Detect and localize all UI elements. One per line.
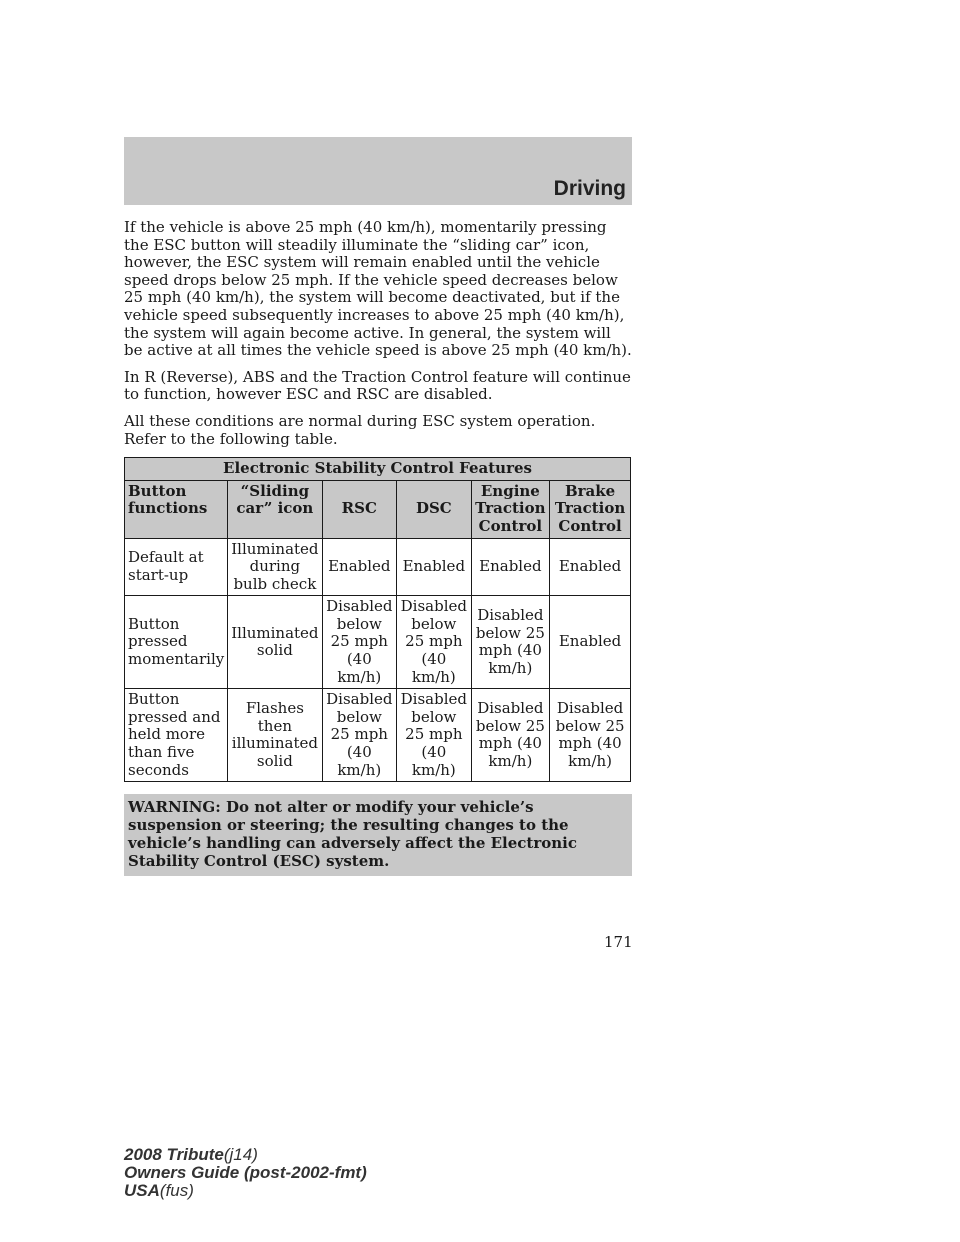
paragraph-normal-conditions: All these conditions are normal during ESC system operation. Refer to the following table. — [124, 411, 596, 448]
table-cell: Disabled below 25 mph (40 km/h) — [322, 689, 397, 782]
table-cell: Enabled — [550, 538, 631, 596]
table-cell: Illuminated solid — [228, 596, 322, 689]
footer-model-code: (j14) — [223, 1145, 258, 1164]
paragraph-esc-speed: If the vehicle is above 25 mph (40 km/h), momentarily pressing the ESC button will steadily illuminate the “sliding car” icon, however, the ESC system will remain enabled until the vehicle speed drops below 25 mph. If the vehicle speed decreases below 25 mph (40 km/h), the system will become deactivated, but if the vehicle speed subsequently increases to above 25 mph (40 km/h), the system will again become active. In general, the system will be active at all times the vehicle speed is above 25 mph (40 km/h). — [124, 218, 632, 360]
table-row — [125, 596, 631, 689]
page-number: 171 — [604, 933, 633, 951]
paragraph-reverse: In R (Reverse), ABS and the Traction Control feature will continue to function, however ESC and RSC are disabled. — [124, 367, 631, 404]
header-engine-traction-control: Engine Traction Control — [471, 480, 550, 538]
table-cell: Disabled below 25 mph (40 km/h) — [471, 596, 550, 689]
table-cell: Disabled below 25 mph (40 km/h) — [322, 596, 397, 689]
table-cell: Enabled — [471, 538, 550, 596]
table-cell: Button pressed and held more than five seconds — [125, 689, 228, 782]
warning-box: WARNING: Do not alter or modify your vehicle’s suspension or steering; the resulting changes to the vehicle’s handling can adversely affect the Electronic Stability Control (ESC) system. — [124, 794, 632, 876]
footer-model: 2008 Tribute — [124, 1145, 224, 1164]
table-title: Electronic Stability Control Features — [125, 458, 631, 481]
table-cell: Disabled below 25 mph (40 km/h) — [471, 689, 550, 782]
header-sliding-car-icon: “Sliding car” icon — [228, 480, 322, 538]
footer-market-code: (fus) — [159, 1181, 194, 1200]
header-band — [124, 137, 632, 205]
header-button-functions: Button functions — [125, 480, 228, 538]
table-cell: Flashes then illuminated solid — [228, 689, 322, 782]
table-cell: Enabled — [397, 538, 472, 596]
esc-features-table — [124, 457, 631, 782]
table-cell: Enabled — [550, 596, 631, 689]
table-cell: Disabled below 25 mph (40 km/h) — [397, 596, 472, 689]
table-cell: Button pressed momentarily — [125, 596, 228, 689]
table-cell: Default at start-up — [125, 538, 228, 596]
header-brake-traction-control: Brake Traction Control — [550, 480, 631, 538]
page-content — [124, 219, 632, 876]
table-row — [125, 689, 631, 782]
table-header-row — [125, 480, 631, 538]
header-dsc: DSC — [397, 480, 472, 538]
section-title: Driving — [553, 177, 626, 200]
table-cell: Disabled below 25 mph (40 km/h) — [550, 689, 631, 782]
footer — [124, 1146, 367, 1200]
table-cell: Illuminated during bulb check — [228, 538, 322, 596]
table-cell: Enabled — [322, 538, 397, 596]
footer-guide: Owners Guide (post-2002-fmt) — [124, 1163, 367, 1182]
table-row — [125, 538, 631, 596]
footer-market: USA — [124, 1181, 160, 1200]
table-cell: Disabled below 25 mph (40 km/h) — [397, 689, 472, 782]
header-rsc: RSC — [322, 480, 397, 538]
